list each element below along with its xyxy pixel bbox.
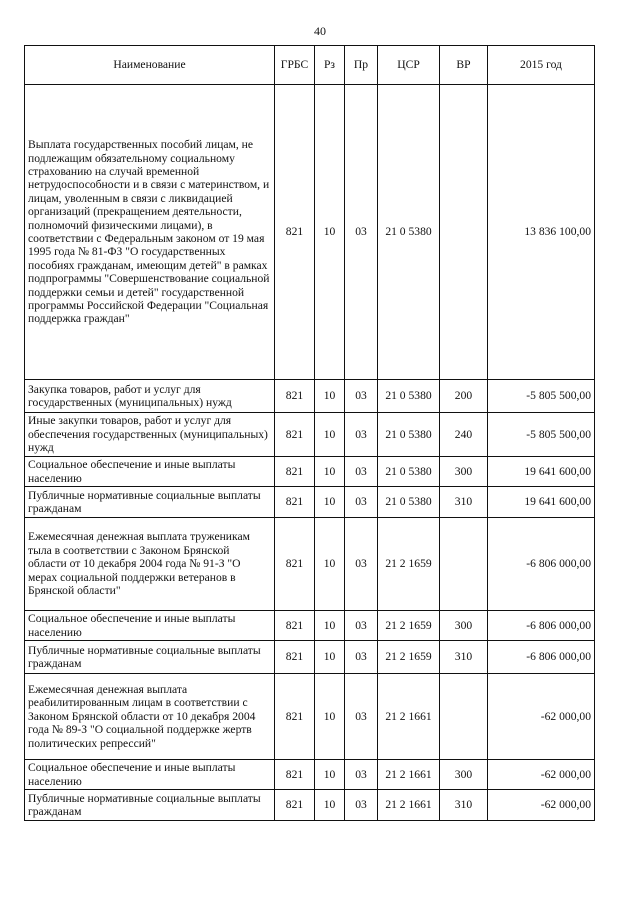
table-row xyxy=(25,674,595,760)
row-amount: -62 000,00 xyxy=(488,760,595,790)
row-grbs: 821 xyxy=(275,457,315,487)
row-grbs: 821 xyxy=(275,518,315,611)
table-header-row xyxy=(25,46,595,85)
page-number: 40 xyxy=(314,24,326,38)
row-vr: 300 xyxy=(440,457,488,487)
row-grbs: 821 xyxy=(275,380,315,413)
row-name: Социальное обеспечение и иные выплаты населению xyxy=(25,611,275,641)
row-csr: 21 2 1661 xyxy=(378,674,440,760)
row-name: Ежемесячная денежная выплата реабилитированным лицам в соответствии с Законом Брянской области от 10 декабря 2004 года № 89-З "О социальной поддержке жертв политических репрессий" xyxy=(25,674,275,760)
row-grbs: 821 xyxy=(275,85,315,380)
row-vr: 240 xyxy=(440,413,488,457)
row-pr: 03 xyxy=(345,760,378,790)
row-amount: -62 000,00 xyxy=(488,790,595,821)
row-rz: 10 xyxy=(315,457,345,487)
row-pr: 03 xyxy=(345,413,378,457)
row-name: Выплата государственных пособий лицам, не подлежащим обязательному социальному страхованию на случай временной нетрудоспособности и в связи с материнством, и лицам, уволенным в связи с ликвидацией организаций (прекращением деятельности, полномочий физическими лицами), в соответствии с Федеральным законом от 19 мая 1995 года № 81-ФЗ "О государственных пособиях гражданам, имеющим детей" в рамках подпрограммы "Совершенствование социальной поддержки семьи и детей" государственной программы Российской Федерации "Социальная поддержка граждан" xyxy=(25,85,275,380)
row-rz: 10 xyxy=(315,85,345,380)
row-pr: 03 xyxy=(345,674,378,760)
header-pr: Пр xyxy=(345,46,378,85)
row-rz: 10 xyxy=(315,641,345,674)
row-name: Закупка товаров, работ и услуг для государственных (муниципальных) нужд xyxy=(25,380,275,413)
row-amount: -5 805 500,00 xyxy=(488,380,595,413)
row-csr: 21 0 5380 xyxy=(378,413,440,457)
row-amount: -6 806 000,00 xyxy=(488,641,595,674)
row-pr: 03 xyxy=(345,85,378,380)
row-vr xyxy=(440,518,488,611)
row-amount: -6 806 000,00 xyxy=(488,611,595,641)
row-grbs: 821 xyxy=(275,487,315,518)
row-vr: 300 xyxy=(440,760,488,790)
row-rz: 10 xyxy=(315,518,345,611)
row-rz: 10 xyxy=(315,674,345,760)
row-vr xyxy=(440,674,488,760)
row-grbs: 821 xyxy=(275,760,315,790)
budget-table xyxy=(24,45,595,821)
header-vr: ВР xyxy=(440,46,488,85)
row-vr: 310 xyxy=(440,641,488,674)
header-grbs: ГРБС xyxy=(275,46,315,85)
row-amount: -6 806 000,00 xyxy=(488,518,595,611)
row-pr: 03 xyxy=(345,641,378,674)
row-rz: 10 xyxy=(315,760,345,790)
table-row xyxy=(25,380,595,413)
row-name: Социальное обеспечение и иные выплаты населению xyxy=(25,457,275,487)
table-row xyxy=(25,487,595,518)
row-csr: 21 2 1661 xyxy=(378,760,440,790)
row-name: Публичные нормативные социальные выплаты гражданам xyxy=(25,641,275,674)
header-csr: ЦСР xyxy=(378,46,440,85)
row-name: Публичные нормативные социальные выплаты гражданам xyxy=(25,487,275,518)
row-csr: 21 0 5380 xyxy=(378,487,440,518)
table-row xyxy=(25,457,595,487)
row-name: Социальное обеспечение и иные выплаты населению xyxy=(25,760,275,790)
row-rz: 10 xyxy=(315,487,345,518)
row-csr: 21 2 1659 xyxy=(378,518,440,611)
table-row xyxy=(25,790,595,821)
row-amount: 19 641 600,00 xyxy=(488,457,595,487)
table-row xyxy=(25,641,595,674)
row-vr: 310 xyxy=(440,790,488,821)
row-vr xyxy=(440,85,488,380)
header-year: 2015 год xyxy=(488,46,595,85)
row-csr: 21 0 5380 xyxy=(378,457,440,487)
header-name: Наименование xyxy=(25,46,275,85)
table-row xyxy=(25,85,595,380)
row-grbs: 821 xyxy=(275,641,315,674)
row-name: Ежемесячная денежная выплата труженикам тыла в соответствии с Законом Брянской области от 10 декабря 2004 года № 91-З "О мерах социальной поддержки ветеранов в Брянской области" xyxy=(25,518,275,611)
table-row xyxy=(25,413,595,457)
row-csr: 21 2 1659 xyxy=(378,611,440,641)
row-pr: 03 xyxy=(345,380,378,413)
row-amount: -62 000,00 xyxy=(488,674,595,760)
row-name: Иные закупки товаров, работ и услуг для обеспечения государственных (муниципальных) нужд xyxy=(25,413,275,457)
row-vr: 200 xyxy=(440,380,488,413)
row-csr: 21 2 1661 xyxy=(378,790,440,821)
row-amount: -5 805 500,00 xyxy=(488,413,595,457)
row-grbs: 821 xyxy=(275,611,315,641)
row-rz: 10 xyxy=(315,413,345,457)
row-vr: 310 xyxy=(440,487,488,518)
row-rz: 10 xyxy=(315,790,345,821)
row-pr: 03 xyxy=(345,487,378,518)
row-grbs: 821 xyxy=(275,674,315,760)
row-csr: 21 0 5380 xyxy=(378,380,440,413)
row-csr: 21 2 1659 xyxy=(378,641,440,674)
table-row xyxy=(25,760,595,790)
table-row xyxy=(25,518,595,611)
row-pr: 03 xyxy=(345,790,378,821)
row-rz: 10 xyxy=(315,611,345,641)
table-row xyxy=(25,611,595,641)
row-rz: 10 xyxy=(315,380,345,413)
row-amount: 13 836 100,00 xyxy=(488,85,595,380)
row-grbs: 821 xyxy=(275,413,315,457)
row-amount: 19 641 600,00 xyxy=(488,487,595,518)
row-pr: 03 xyxy=(345,457,378,487)
row-csr: 21 0 5380 xyxy=(378,85,440,380)
row-grbs: 821 xyxy=(275,790,315,821)
row-pr: 03 xyxy=(345,611,378,641)
header-rz: Рз xyxy=(315,46,345,85)
row-vr: 300 xyxy=(440,611,488,641)
row-name: Публичные нормативные социальные выплаты гражданам xyxy=(25,790,275,821)
row-pr: 03 xyxy=(345,518,378,611)
